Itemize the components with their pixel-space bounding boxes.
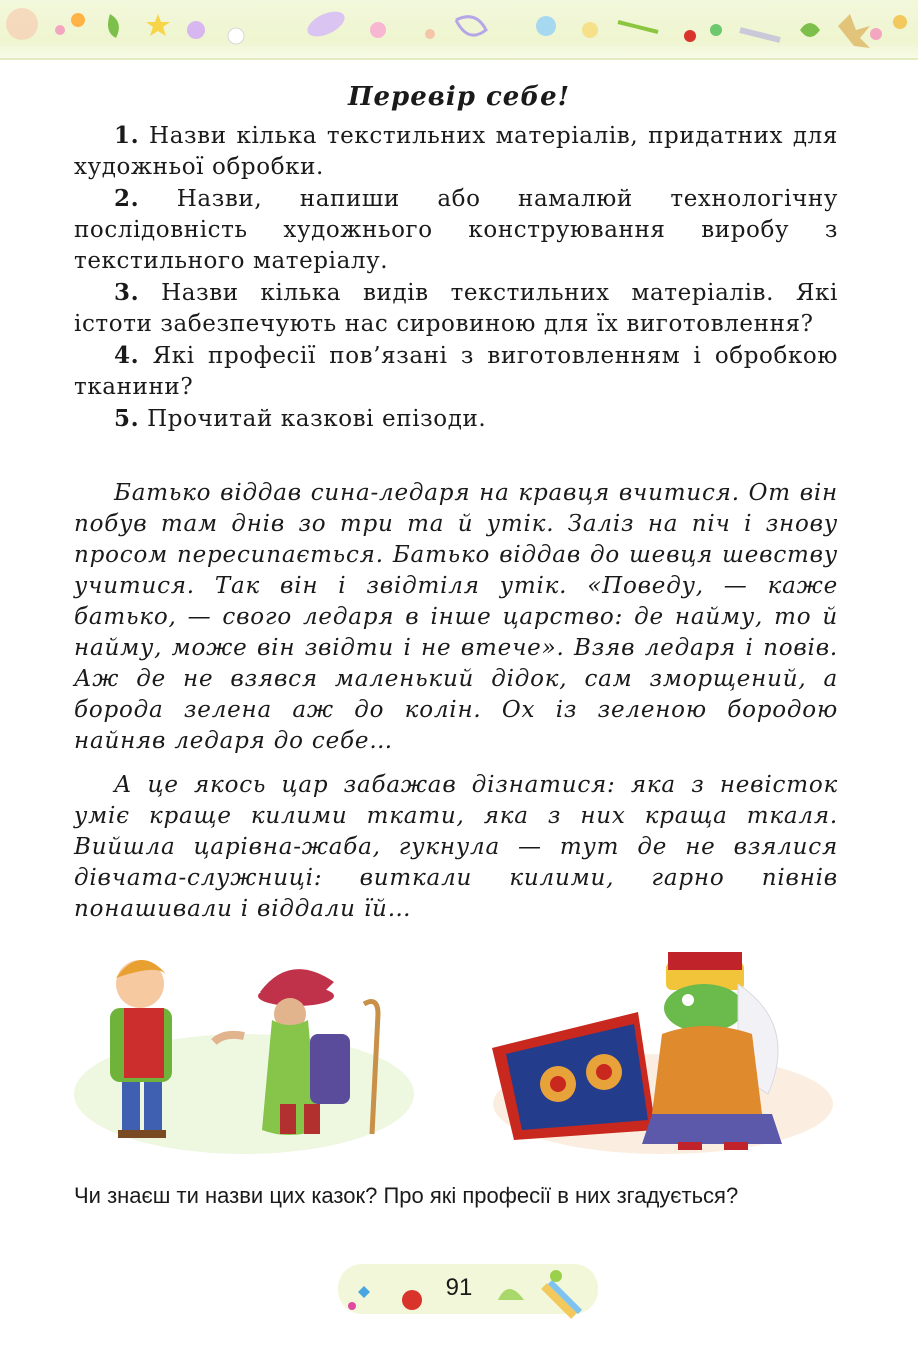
question-text: Назви кілька видів текстильних матеріалів. Які істоти забезпечують нас сировиною для їх виготовлення?	[74, 280, 838, 337]
question-text: Прочитай казкові епізоди.	[147, 406, 487, 432]
story-text: Батько віддав сина-ледаря на кравця вчитися. От він побув там днів зо три та й утік. Заліз на піч і знову просом пересипається. Батько віддав до шевця шевству учитися. Так він і звідтіля утік. «Поведу, — каже батько, — свого ледаря в інше царство: де найму, то й найму, може він звідти і не втече». Взяв ледаря і повів. Аж де не взявся маленький дідок, сам зморщений, а борода зелена аж до колін. Ох із зеленою бородою найняв ледаря до себе…	[74, 480, 838, 754]
story-excerpt-1	[74, 478, 838, 757]
question-number: 3.	[114, 279, 140, 306]
story-excerpt-2	[74, 770, 838, 925]
question-item	[74, 183, 838, 277]
bottom-question: Чи знаєш ти назви цих казок? Про які професії в них згадується?	[74, 1183, 739, 1208]
question-text: Назви кілька текстильних матеріалів, придатних для художньої обробки.	[74, 123, 838, 180]
question-text: Які професії пов’язані з виготовленням і обробкою тканини?	[74, 343, 838, 400]
page-number: 91	[445, 1274, 473, 1301]
question-item	[74, 120, 838, 183]
question-item	[74, 340, 838, 403]
question-number: 4.	[114, 342, 140, 369]
question-number: 1.	[114, 122, 140, 149]
floral-border-icon	[0, 0, 918, 58]
story-text: А це якось цар забажав дізнатися: яка з невісток уміє краще килими ткати, яка з них краща ткаля. Вийшла царівна-жаба, гукнула — тут де не взялися дівчата-служниці: виткали килими, гарно півнів понашивали і віддали їй…	[74, 772, 838, 922]
section-title: Перевір себе!	[347, 82, 571, 112]
question-number: 2.	[114, 185, 140, 212]
questions-list	[74, 120, 838, 435]
frog-princess-illustration-icon	[488, 944, 838, 1154]
top-decorative-border	[0, 0, 918, 60]
boy-and-old-man-illustration-icon	[74, 944, 414, 1154]
question-text: Назви, напиши або намалюй технологічну послідовність художнього конструювання виробу з текстильного матеріалу.	[74, 186, 838, 274]
question-number: 5.	[114, 405, 140, 432]
question-item	[74, 403, 838, 435]
question-item	[74, 277, 838, 340]
